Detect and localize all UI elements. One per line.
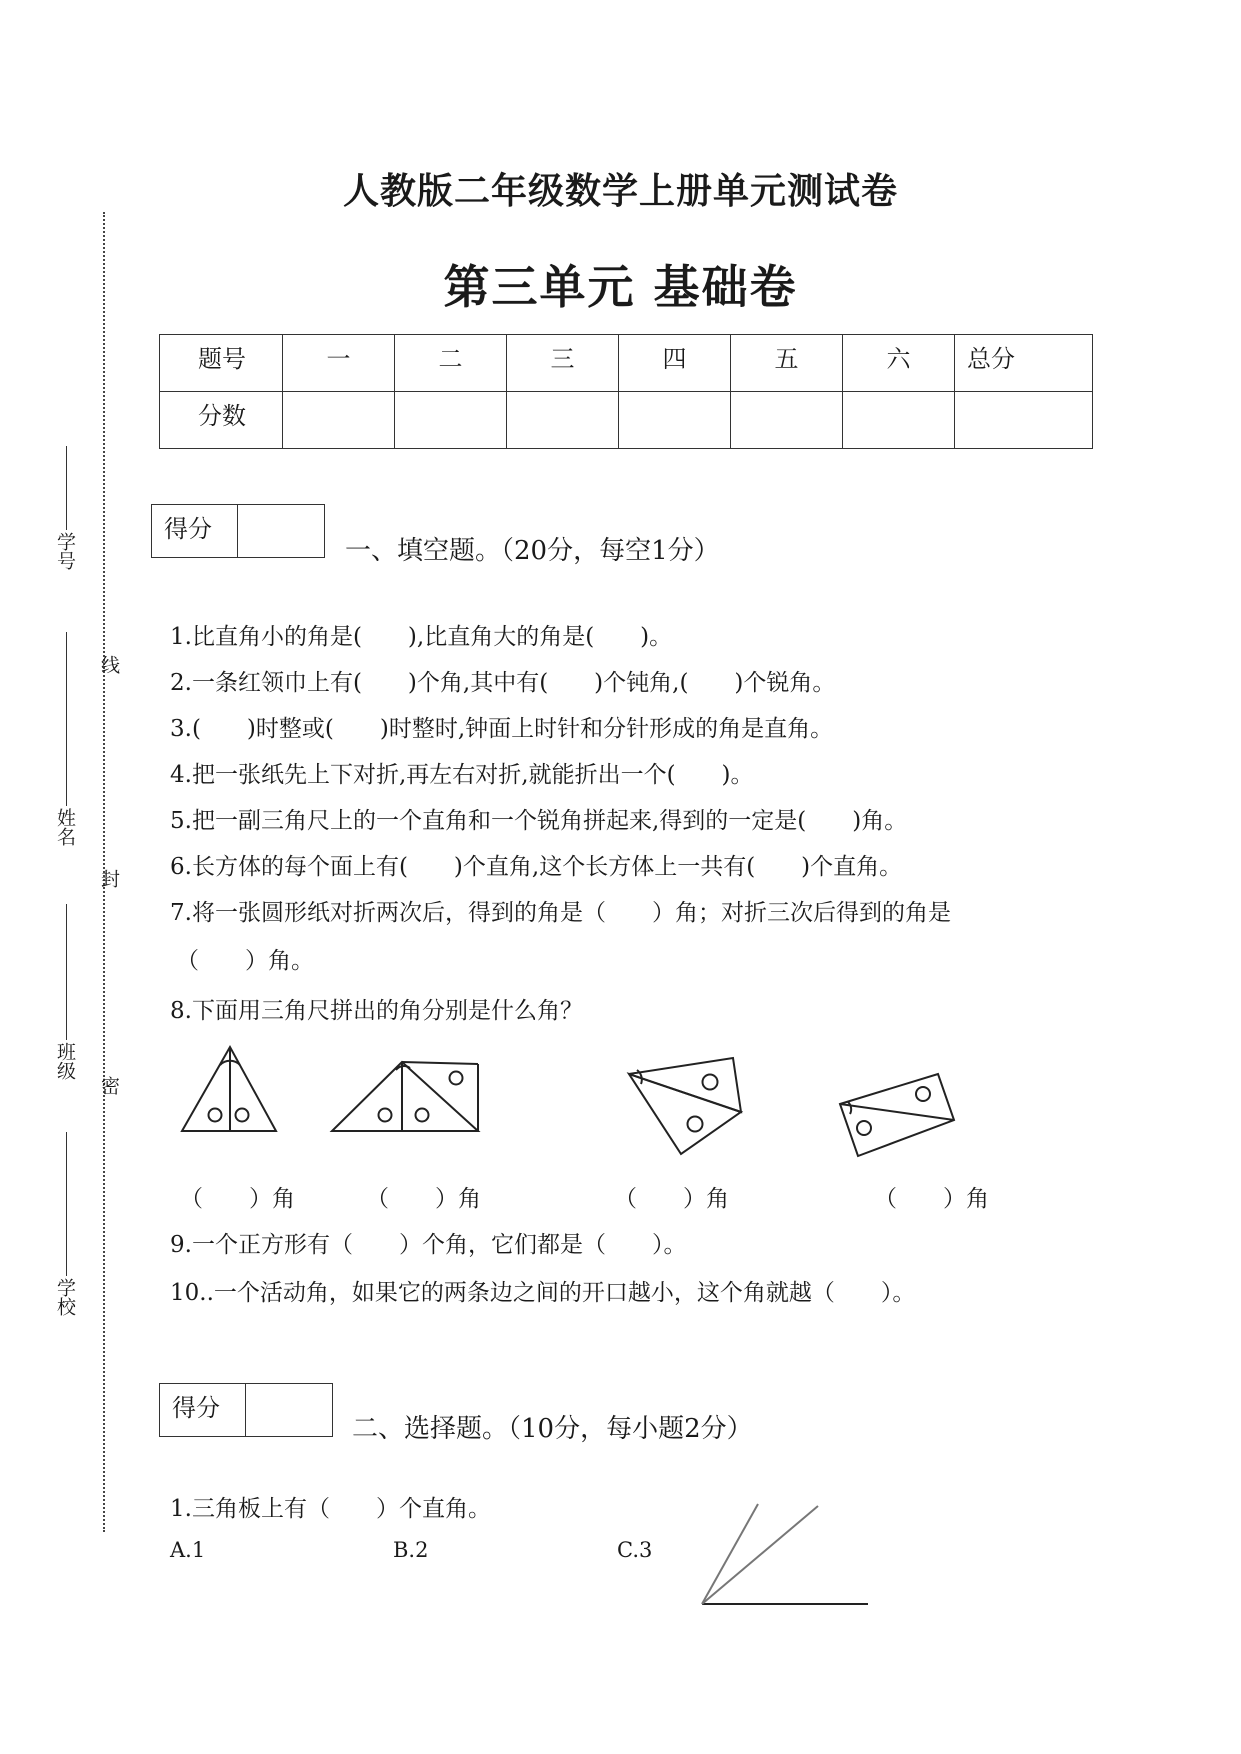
unit-subtitle: 第三单元 基础卷: [443, 260, 798, 314]
seal-char-secret: 密: [98, 1076, 120, 1095]
section1-score-box: [151, 504, 325, 558]
section2-score-box: [159, 1383, 333, 1437]
seal-char-line: 线: [98, 655, 120, 674]
table-head-cell: 四: [619, 335, 731, 392]
table-head-cell: 六: [843, 335, 955, 392]
option-c[interactable]: C.3: [617, 1538, 653, 1562]
angle-answer-blank[interactable]: （ ）角: [874, 1186, 989, 1212]
score-table-score-row: [160, 392, 1093, 449]
table-head-cell: 五: [731, 335, 843, 392]
question-item: 8.下面用三角尺拼出的角分别是什么角？: [170, 998, 583, 1024]
score-cell[interactable]: [619, 392, 731, 449]
angle-answer-blank[interactable]: （ ）角: [180, 1186, 295, 1212]
question-item: 2.一条红领巾上有( )个角,其中有( )个钝角,( )个锐角。: [170, 670, 836, 696]
score-cell[interactable]: [731, 392, 843, 449]
question-item: 1.三角板上有（ ）个直角。: [170, 1496, 491, 1522]
table-head-cell: 一: [283, 335, 395, 392]
score-cell[interactable]: [395, 392, 507, 449]
student-id-label: 学号: [54, 532, 76, 570]
class-label: 班级: [54, 1042, 76, 1080]
score-box-label: 得分: [152, 505, 238, 557]
score-cell[interactable]: [955, 392, 1093, 449]
table-head-cell: 总分: [955, 335, 1093, 392]
set-square-figure-2: [330, 1060, 480, 1140]
option-a[interactable]: A.1: [170, 1538, 206, 1562]
score-table: [159, 334, 1093, 449]
school-blank[interactable]: [66, 1132, 67, 1276]
score-cell[interactable]: [843, 392, 955, 449]
question-item: 7.将一张圆形纸对折两次后，得到的角是（ ）角；对折三次后得到的角是: [170, 900, 951, 926]
student-id-blank[interactable]: [66, 446, 67, 530]
angle-answer-blank[interactable]: （ ）角: [366, 1186, 481, 1212]
set-square-figure-4: [838, 1072, 956, 1162]
question-item: 9.一个正方形有（ ）个角，它们都是（ ）。: [170, 1232, 687, 1258]
exam-title: 人教版二年级数学上册单元测试卷: [342, 170, 898, 212]
question-item: 10..一个活动角，如果它的两条边之间的开口越小，这个角就越（ ）。: [170, 1280, 916, 1306]
table-head-cell: 二: [395, 335, 507, 392]
question-item-continued: （ ）角。: [176, 948, 314, 974]
score-box-blank[interactable]: [246, 1384, 332, 1436]
section2-heading: 二、选择题。（10分，每小题2分）: [352, 1414, 753, 1444]
question-item: 4.把一张纸先上下对折,再左右对折,就能折出一个( )。: [170, 762, 754, 788]
class-blank[interactable]: [66, 904, 67, 1040]
question-item: 1.比直角小的角是( ),比直角大的角是( )。: [170, 624, 673, 650]
name-blank[interactable]: [66, 632, 67, 806]
angle-figure: [700, 1500, 872, 1608]
table-head-cell: 三: [507, 335, 619, 392]
score-cell[interactable]: [507, 392, 619, 449]
name-label: 姓名: [54, 808, 76, 846]
set-square-figure-3: [625, 1056, 745, 1166]
score-table-header-row: [160, 335, 1093, 392]
seal-char-seal: 封: [98, 869, 120, 888]
section1-heading: 一、填空题。（20分，每空1分）: [345, 536, 720, 566]
question-item: 5.把一副三角尺上的一个直角和一个锐角拼起来,得到的一定是( )角。: [170, 808, 908, 834]
school-label: 学校: [54, 1278, 76, 1316]
score-box-label: 得分: [160, 1384, 246, 1436]
table-row-label: 分数: [160, 392, 283, 449]
table-head-cell: 题号: [160, 335, 283, 392]
angle-answer-blank[interactable]: （ ）角: [614, 1186, 729, 1212]
set-square-figure-1: [180, 1045, 280, 1139]
question-item: 6.长方体的每个面上有( )个直角,这个长方体上一共有( )个直角。: [170, 854, 903, 880]
question-item: 3.( )时整或( )时整时,钟面上时针和分针形成的角是直角。: [170, 716, 834, 742]
score-cell[interactable]: [283, 392, 395, 449]
option-b[interactable]: B.2: [393, 1538, 429, 1562]
score-box-blank[interactable]: [238, 505, 324, 557]
